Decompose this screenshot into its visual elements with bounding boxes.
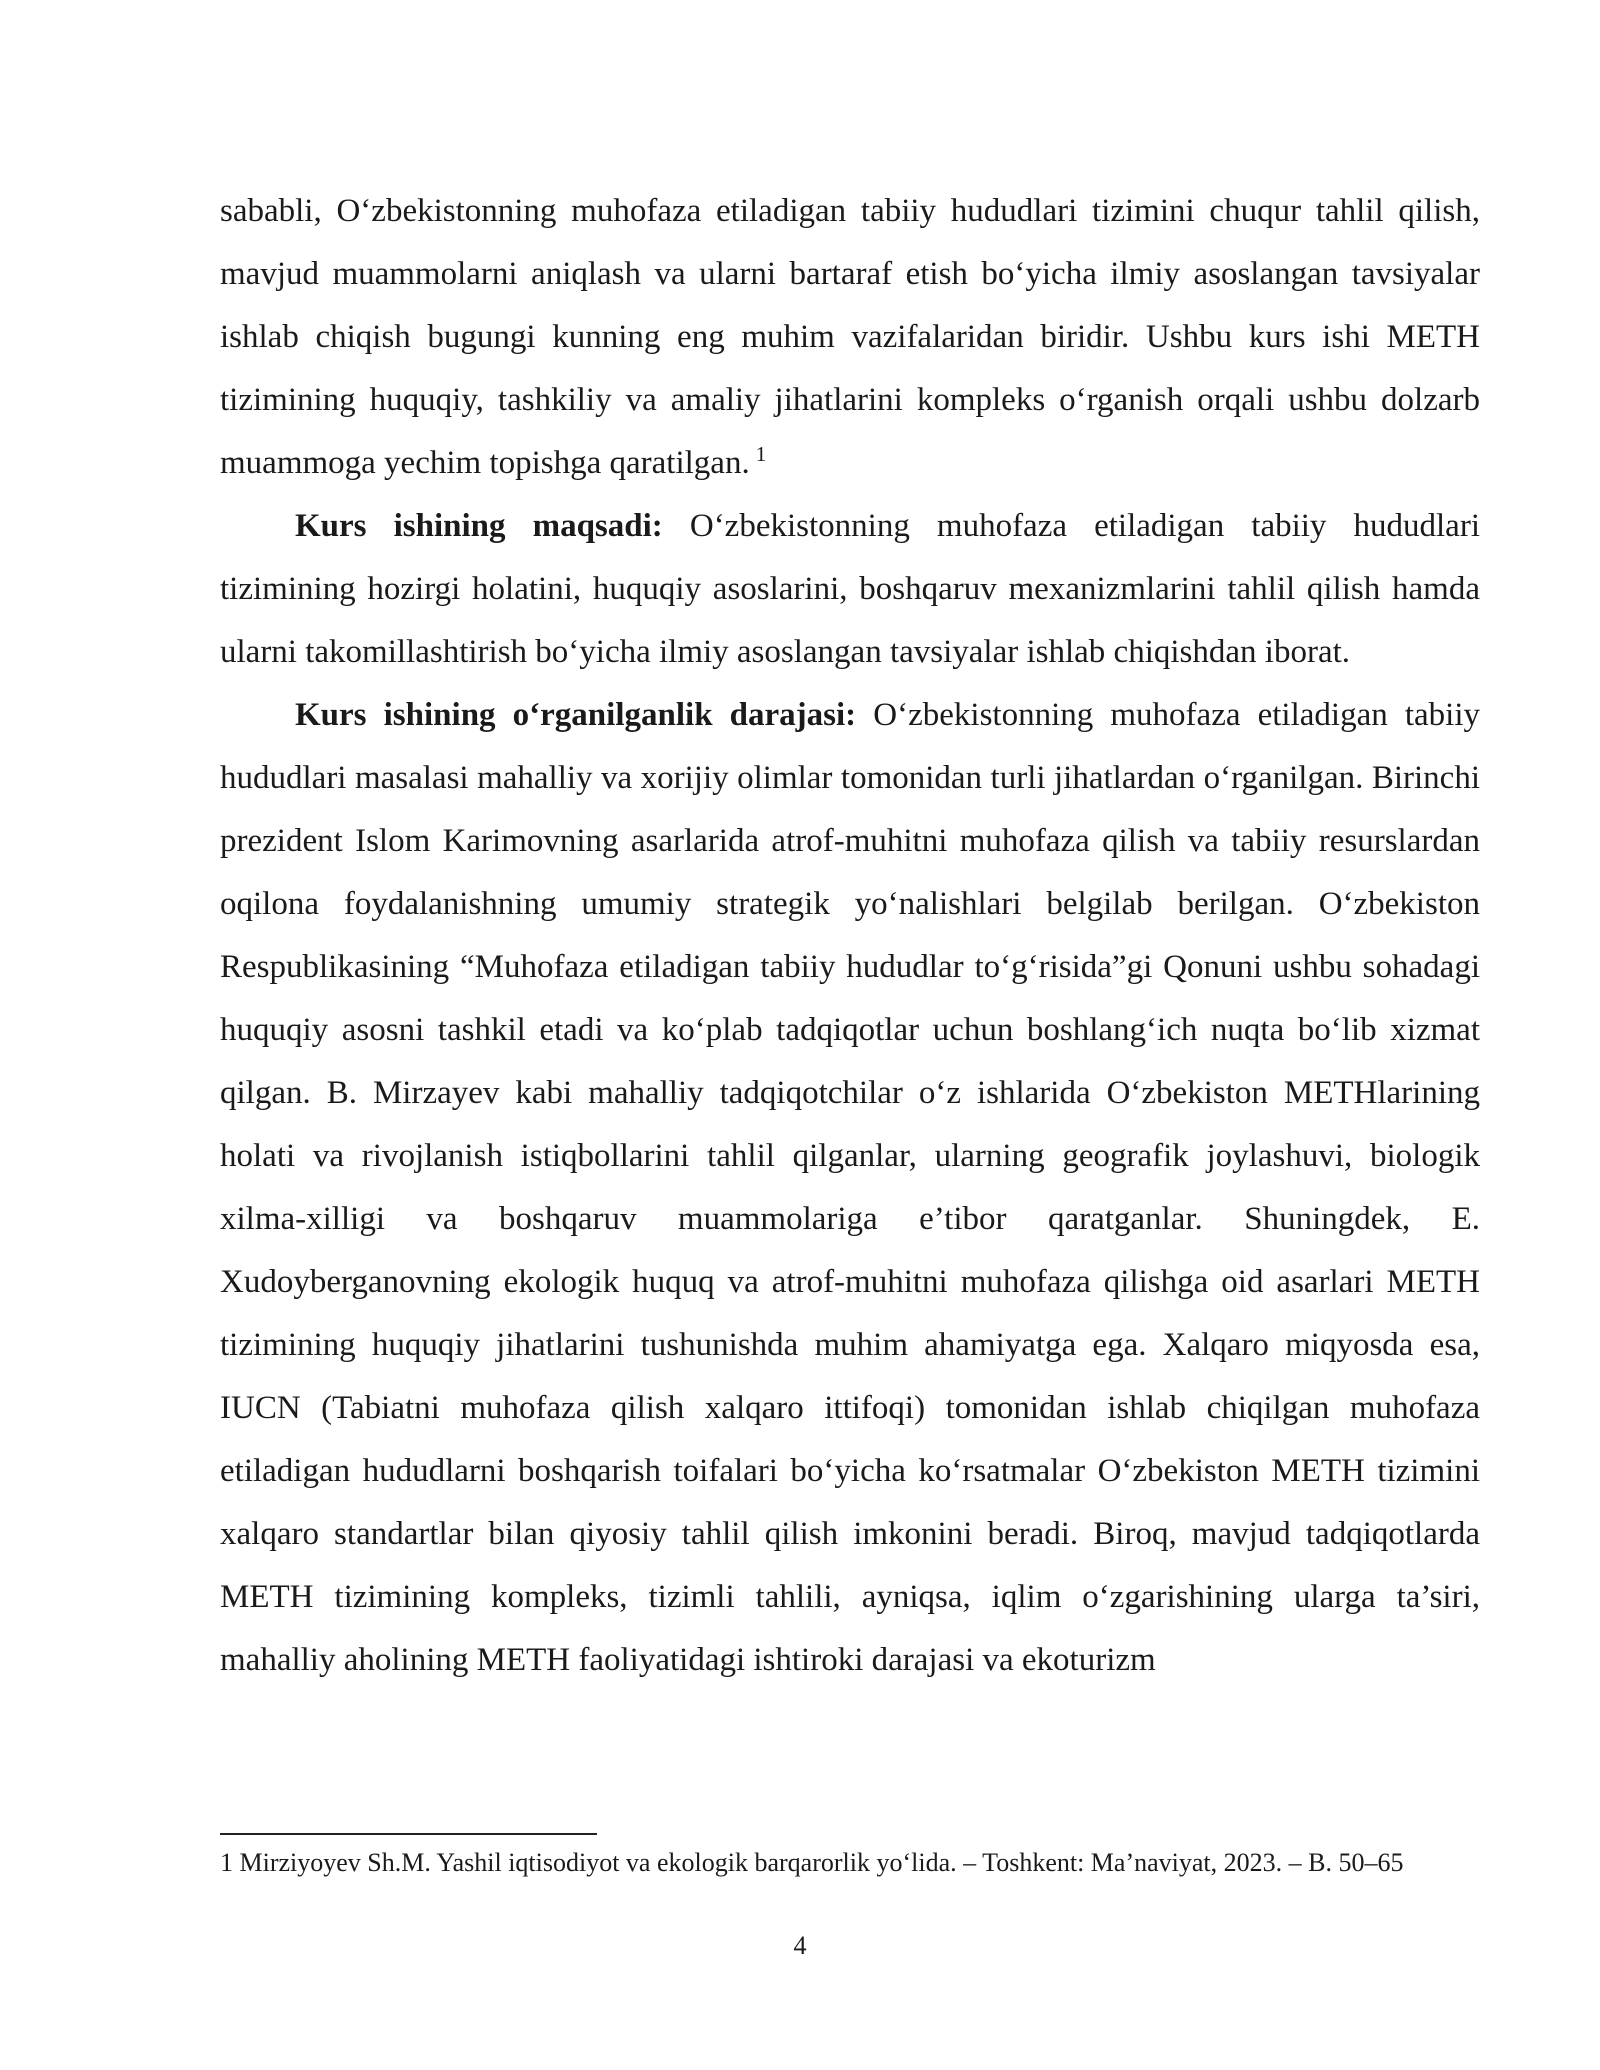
paragraph-text: O‘zbekistonning muhofaza etiladigan tabiiy hududlari masalasi mahalliy va xorijiy olimlar tomonidan turli jihatlardan o‘rganilgan. Birinchi prezident Islom Karimovning asarlarida atrof-muhitni muhofaza qilish va tabiiy resurslardan oqilona foydalanishning umumiy strategik yo‘nalishlari belgilab berilgan. O‘zbekiston Respublikasining “Muhofaza etiladigan tabiiy hududlar to‘g‘risida”gi Qonuni ushbu sohadagi huquqiy asosni tashkil etadi va ko‘plab tadqiqotlar uchun boshlang‘ich nuqta bo‘lib xizmat qilgan. B. Mirzayev kabi mahalliy tadqiqotchilar o‘z ishlarida O‘zbekiston METHlarining holati va rivojlanish istiqbollarini tahlil qilganlar, ularning geografik joylashuvi, biologik xilma-xilligi va boshqaruv muammolariga e’tibor qaratganlar. Shuningdek, E. Xudoyberganovning ekologik huquq va atrof-muhitni muhofaza qilishga oid asarlari METH tizimining huquqiy jihatlarini tushunishda muhim ahamiyatga ega. Xalqaro miqyosda esa, IUCN (Tabiatni muhofaza qilish xalqaro ittifoqi) tomonidan ishlab chiqilgan muhofaza etiladigan hududlarni boshqarish toifalari bo‘yicha ko‘rsatmalar O‘zbekiston METH tizimini xalqaro standartlar bilan qiyosiy tahlil qilish imkonini beradi. Biroq, mavjud tadqiqotlarda METH tizimining kompleks, tizimli tahlili, ayniqsa, iqlim o‘zgarishining ularga ta’siri, mahalliy aholining METH faoliyatidagi ishtiroki darajasi va ekoturizm	[220, 697, 1481, 1678]
page-number: 4	[793, 1931, 807, 1960]
paragraph-text: sababli, O‘zbekistonning muhofaza etiladigan tabiiy hududlari tizimini chuqur tahlil qilish, mavjud muammolarni aniqlash va ularni bartaraf etish bo‘yicha ilmiy asoslangan tavsiyalar ishlab chiqish bugungi kunning eng muhim vazifalaridan biridir. Ushbu kurs ishi METH tizimining huquqiy, tashkiliy va amaliy jihatlarini kompleks o‘rganish orqali ushbu dolzarb muammoga yechim topishga qaratilgan.	[220, 193, 1480, 481]
footnote-separator	[220, 1833, 597, 1835]
footnote-reference: 1	[755, 442, 767, 466]
body-text	[220, 180, 1480, 1692]
paragraph-continuation	[220, 180, 1480, 495]
paragraph-purpose	[220, 495, 1480, 684]
paragraph-heading: Kurs ishining o‘rganilganlik darajasi:	[295, 697, 857, 733]
paragraph-study-level	[220, 684, 1480, 1692]
footnote: 1 Mirziyoyev Sh.M. Yashil iqtisodiyot va ekologik barqarorlik yo‘lida. – Toshkent: Ma’naviyat, 2023. – B. 50–65	[220, 1848, 1404, 1877]
paragraph-text: O‘zbekistonning muhofaza etiladigan tabiiy hududlari tizimining hozirgi holatini, huquqiy asoslarini, boshqaruv mexanizmlarini tahlil qilish hamda ularni takomillashtirish bo‘yicha ilmiy asoslangan tavsiyalar ishlab chiqishdan iborat.	[220, 508, 1480, 670]
paragraph-heading: Kurs ishining maqsadi:	[295, 508, 663, 544]
